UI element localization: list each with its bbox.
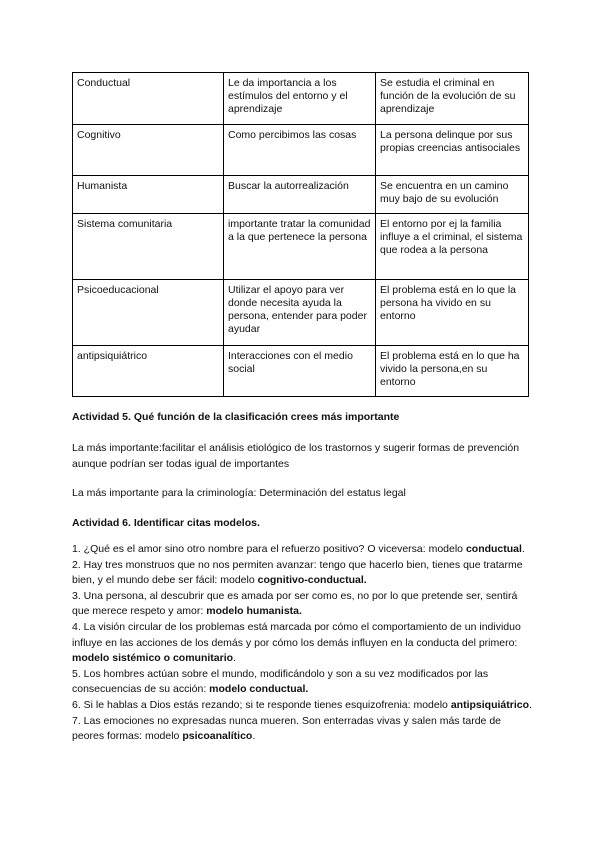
table-row (73, 280, 529, 346)
list-item: 3. Una persona, al descubrir que es amada por ser como es, no por lo que pretende ser, sentirá que merece respeto y amor: modelo humanista. (72, 589, 518, 618)
criminology-application-cell: La persona delinque por sus propias creencias antisociales (376, 125, 529, 176)
activity5-answer-2: La más importante para la criminología: Determinación del estatus legal (72, 487, 406, 499)
model-name-cell: Humanista (73, 176, 224, 214)
criminology-application-cell: Se encuentra en un camino muy bajo de su evolución (376, 176, 529, 214)
table-row (73, 125, 529, 176)
model-description-cell: Interacciones con el medio social (224, 346, 376, 397)
model-description-cell: Utilizar el apoyo para ver donde necesita ayuda la persona, entender para poder ayudar (224, 280, 376, 346)
list-item: 1. ¿Qué es el amor sino otro nombre para el refuerzo positivo? O viceversa: modelo conductual. (72, 543, 525, 555)
list-item: 5. Los hombres actúan sobre el mundo, modificándolo y son a su vez modificados por las consecuencias de su acción: modelo conductual. (72, 667, 489, 696)
model-description-cell: Buscar la autorrealización (224, 176, 376, 214)
activity6-answers (72, 542, 532, 745)
list-item: 4. La visión circular de los problemas está marcada por cómo el comportamiento de un individuo influye en las acciones de los demás y por cómo los demás influyen en la conducta del primero: modelo sistémico o comunitario. (72, 620, 521, 665)
table-row (73, 176, 529, 214)
list-item: 7. Las emociones no expresadas nunca mueren. Son enterradas vivas y salen más tarde de peores formas: modelo psicoanalítico. (72, 714, 501, 743)
model-name-cell: Conductual (73, 73, 224, 125)
activity6-heading: Actividad 6. Identificar citas modelos. (72, 517, 260, 529)
model-description-cell: Como percibimos las cosas (224, 125, 376, 176)
criminology-application-cell: El problema está en lo que ha vivido la persona,en su entorno (376, 346, 529, 397)
model-name-cell: Psicoeducacional (73, 280, 224, 346)
activity5-heading: Actividad 5. Qué función de la clasificación crees más importante (72, 411, 400, 423)
model-name-cell: Cognitivo (73, 125, 224, 176)
table-row (73, 73, 529, 125)
list-item: 6. Si le hablas a Dios estás rezando; si te responde tienes esquizofrenia: modelo antipsiquiátrico. (72, 698, 532, 711)
table-row (73, 346, 529, 397)
criminology-application-cell: El problema está en lo que la persona ha vivido en su entorno (376, 280, 529, 346)
criminology-application-cell: Se estudia el criminal en función de la evolución de su aprendizaje (376, 73, 529, 125)
model-name-cell: Sistema comunitaria (73, 214, 224, 280)
model-description-cell: importante tratar la comunidad a la que pertenece la persona (224, 214, 376, 280)
list-item: 2. Hay tres monstruos que no nos permiten avanzar: tengo que hacerlo bien, tienes que tratarme bien, y el mundo debe ser fácil: modelo cognitivo-conductual. (72, 558, 523, 587)
model-name-cell: antipsiquiátrico (73, 346, 224, 397)
model-description-cell: Le da importancia a los estímulos del entorno y el aprendizaje (224, 73, 376, 125)
models-table (72, 72, 529, 397)
criminology-application-cell: El entorno por ej la familia influye a el criminal, el sistema que rodea a la persona (376, 214, 529, 280)
table-row (73, 214, 529, 280)
activity5-answer-1: La más importante:facilitar el análisis etiológico de los trastornos y sugerir formas de prevención aunque podrían ser todas igual de importantes (72, 442, 520, 470)
